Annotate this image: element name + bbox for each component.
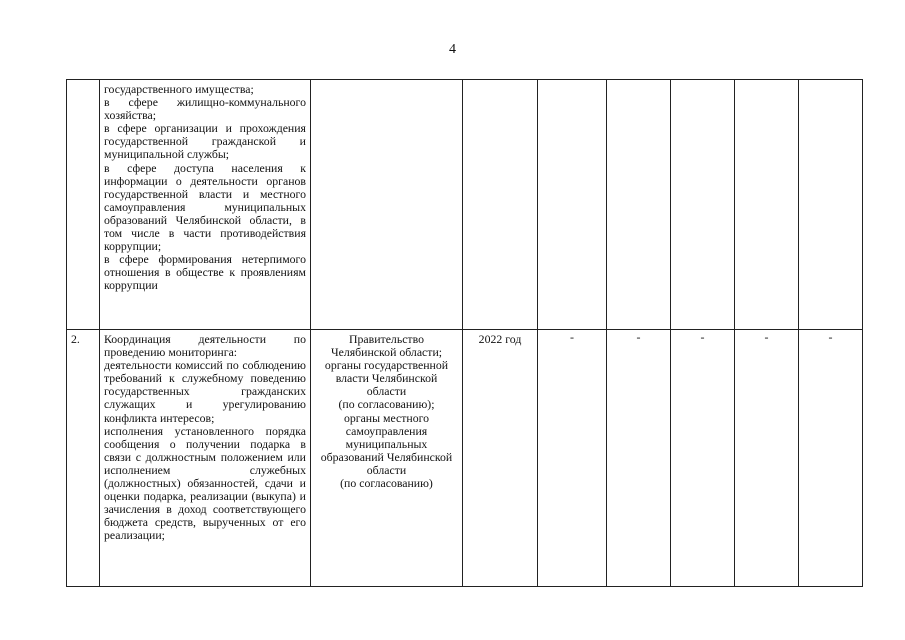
value-cell (607, 330, 671, 587)
description-line: в сфере жилищно-коммунального хозяйства; (104, 95, 306, 123)
description-line: государственного имущества; (104, 82, 254, 96)
value-cell (735, 80, 799, 330)
value-dash: - (636, 330, 641, 344)
row-number-cell: 2. (67, 330, 100, 587)
value-cell (671, 330, 735, 587)
responsible-line: Правительство Челябинской области; (330, 332, 443, 360)
term-cell (463, 80, 538, 330)
responsible-cell (311, 80, 463, 330)
value-cell (607, 80, 671, 330)
row-number-cell (67, 80, 100, 330)
responsible-line: (по согласованию); (338, 397, 435, 412)
value-cell (671, 80, 735, 330)
description-line: исполнения установленного порядка сообщения о получении подарка в связи с должностным положением или исполнением служебных (должностных) обязанностей, сдачи и оценки подарка, реализации (выкупа) и зачисления в доход соответствующего бюджета средств, вырученных от его реализации; (104, 423, 306, 543)
table-row (67, 80, 863, 330)
description-line: деятельности комиссий по соблюдению требований к служебному поведению государственных гражданских служащих и урегулированию конфликта интересов; (104, 358, 306, 425)
responsible-line: органы местного самоуправления муниципальных образований Челябинской области (320, 410, 453, 477)
value-cell (799, 330, 863, 587)
value-dash: - (764, 330, 769, 344)
row-description-cell (100, 80, 311, 330)
description-line: в сфере формирования нетерпимого отношения в обществе к проявлениям коррупции (104, 252, 306, 293)
description-line: Координация деятельности по проведению мониторинга: (104, 332, 306, 360)
value-cell (538, 330, 607, 587)
value-dash: - (570, 330, 574, 344)
value-cell (799, 80, 863, 330)
description-line: в сфере доступа населения к информации о деятельности органов государственной власти и местного самоуправления муниципальных образований Челябинской области, в том числе в части противодействия коррупции; (104, 160, 306, 254)
value-dash: - (828, 330, 833, 344)
measures-table (66, 79, 863, 587)
responsible-line: органы государственной власти Челябинской области (324, 358, 449, 399)
page-number: 4 (449, 42, 456, 57)
responsible-line: (по согласованию) (340, 476, 433, 491)
value-cell (538, 80, 607, 330)
table-row (67, 330, 863, 587)
responsible-cell (311, 330, 463, 587)
value-dash: - (700, 330, 705, 344)
value-cell (735, 330, 799, 587)
description-line: в сфере организации и прохождения государственной гражданской и муниципальной службы; (104, 121, 306, 162)
term-cell: 2022 год (463, 330, 538, 587)
row-description-cell (100, 330, 311, 587)
